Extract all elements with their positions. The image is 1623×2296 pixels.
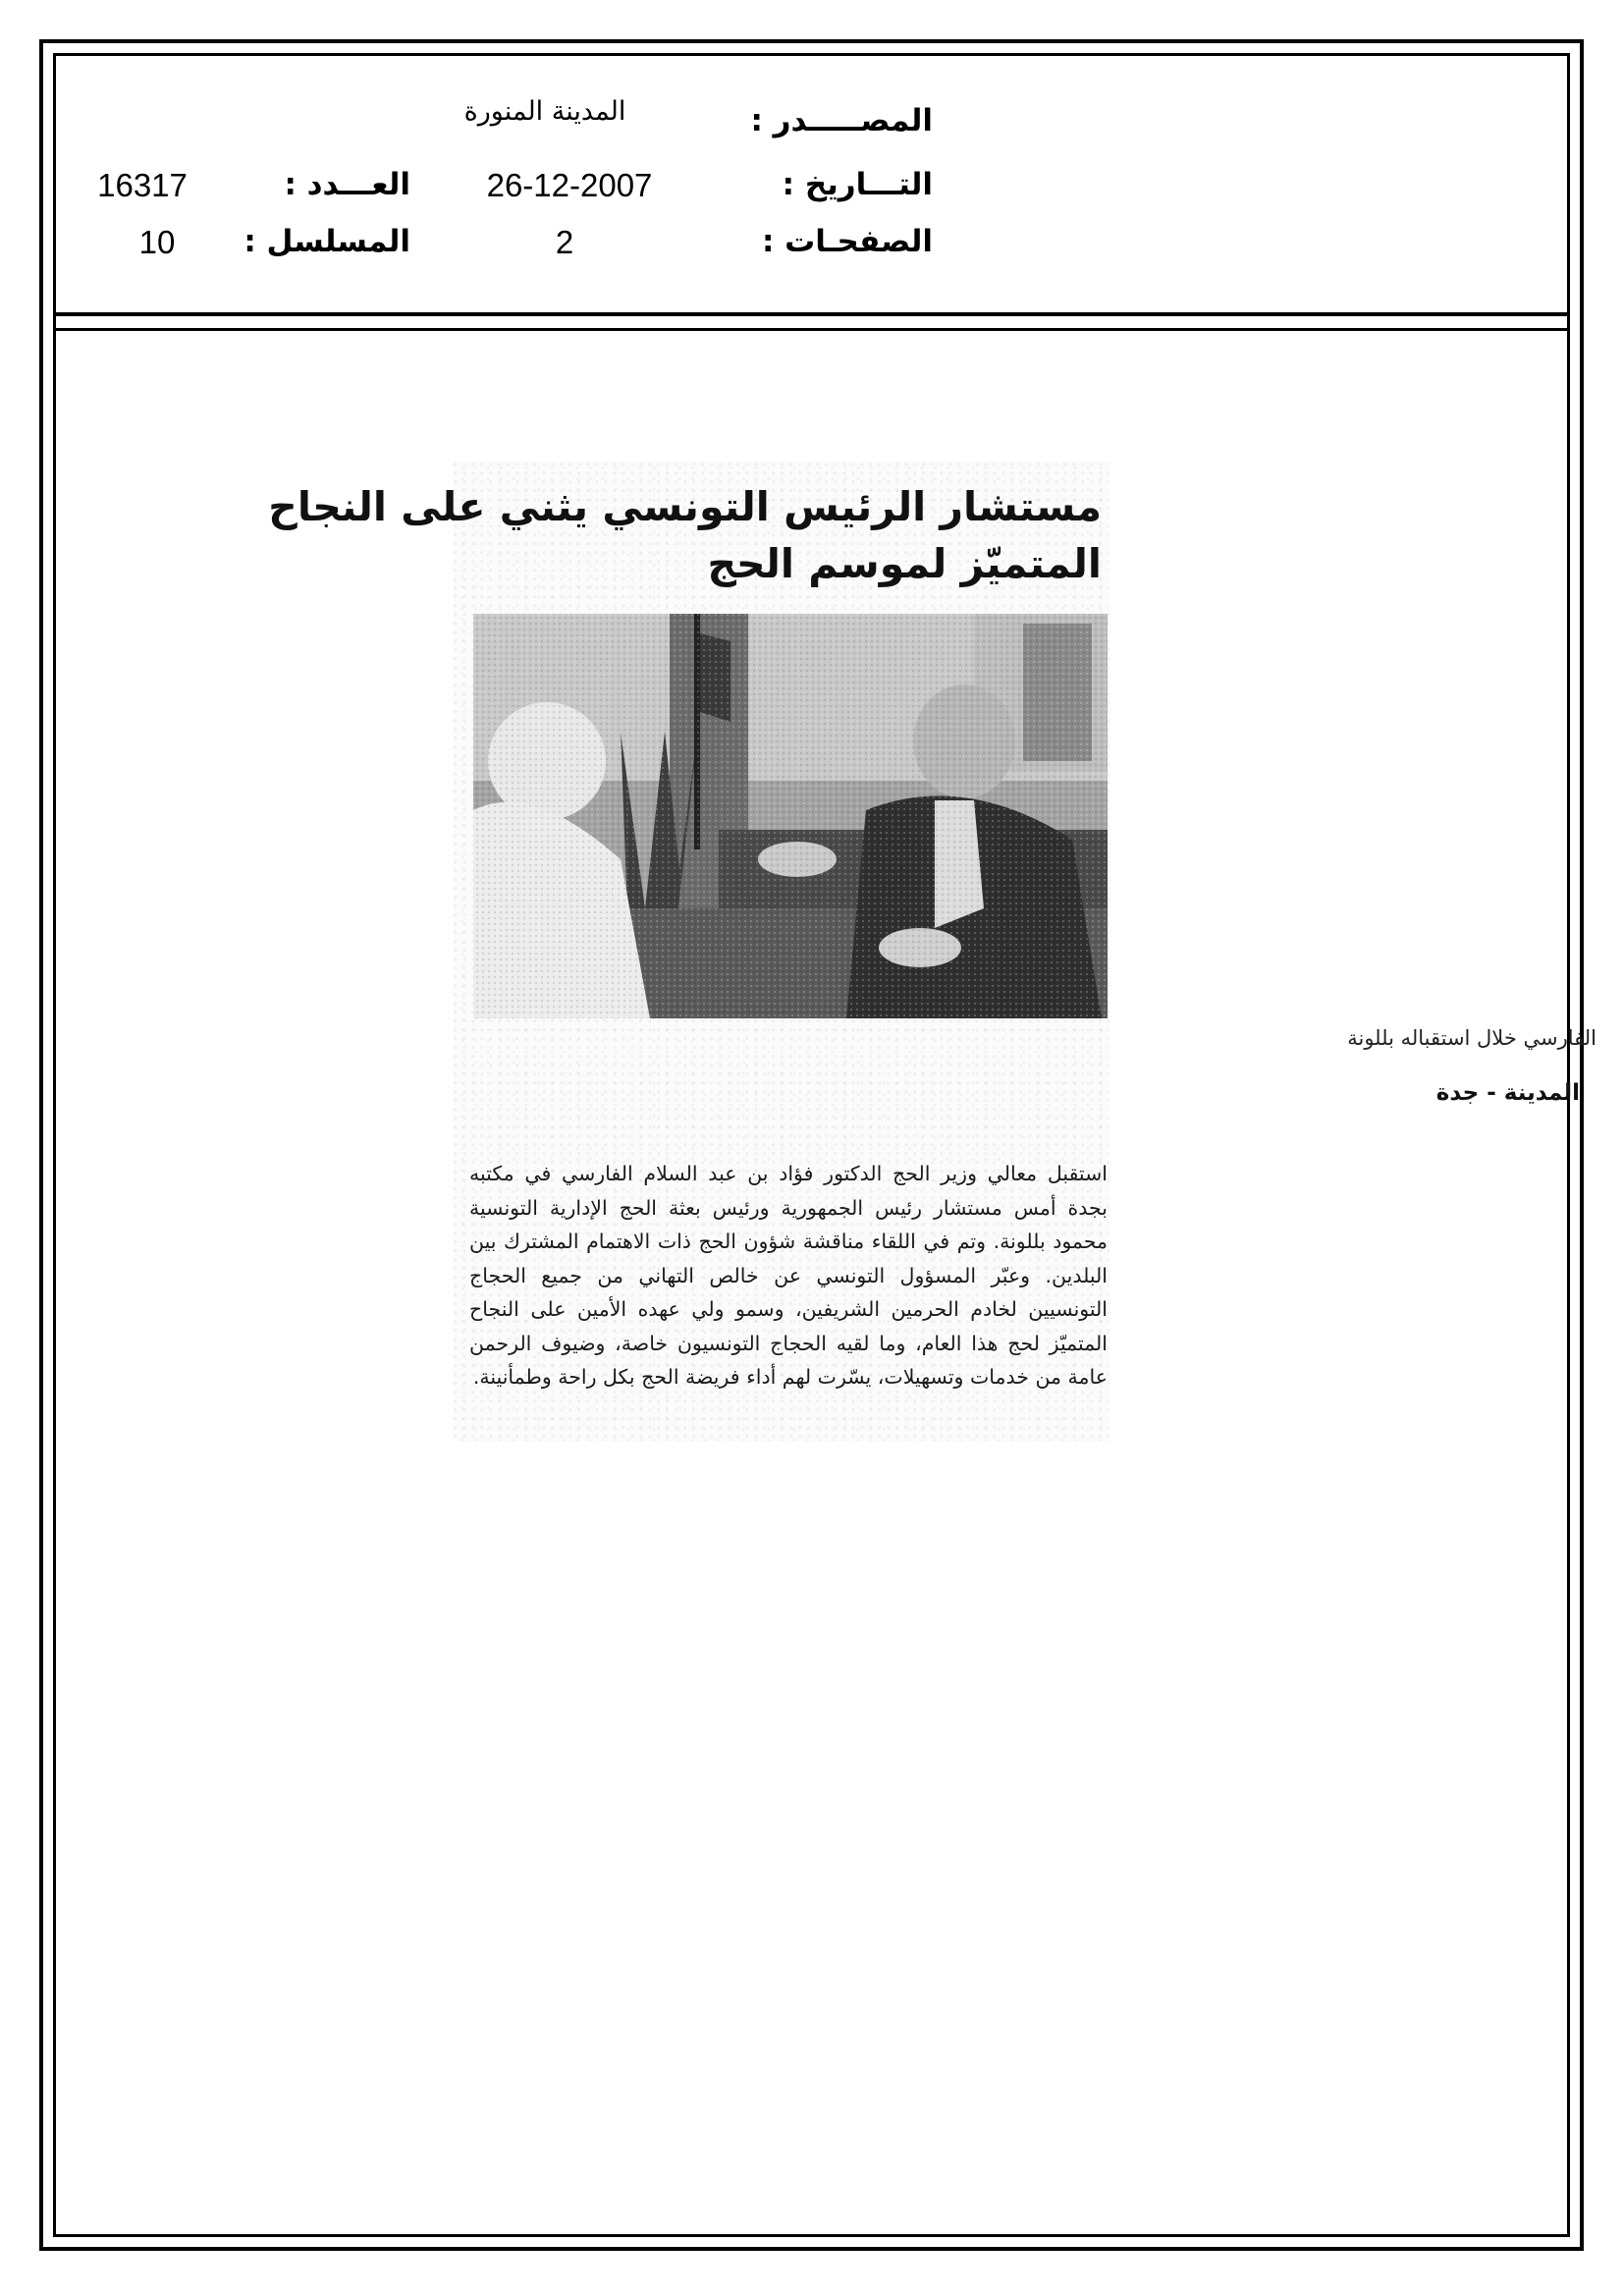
date-value: 26-12-2007 xyxy=(486,167,653,203)
serial-value: 10 xyxy=(138,224,176,260)
photo-caption: الفارسي خلال استقباله بللونة xyxy=(1347,1026,1596,1050)
photo-graphic xyxy=(473,614,1108,1018)
headline-line-2: المتميّز لموسم الحج xyxy=(707,540,1102,587)
issue-value: 16317 xyxy=(97,167,188,203)
serial-label: المسلسل : xyxy=(243,224,410,259)
article-dateline: المدينة - جدة xyxy=(1435,1080,1580,1106)
source-value: المدينة المنورة xyxy=(463,96,626,127)
issue-label: العـــدد : xyxy=(284,167,410,202)
header-divider xyxy=(53,312,1570,316)
article-photo xyxy=(473,614,1108,1018)
article-body: استقبل معالي وزير الحج الدكتور فؤاد بن عبد السلام الفارسي في مكتبه بجدة أمس مستشار رئيس الجمهورية ورئيس بعثة الحج الإدارية التونسية محمود بللونة. وتم في اللقاء مناقشة شؤون الحج ذات الاهتمام المشترك بين البلدين. وعبّر المسؤول التونسي عن خالص التهاني من جميع الحجاج التونسيين لخادم الحرمين الشريفين، وسمو ولي عهده الأمين على النجاح المتميّز لحج هذا العام، وما لقيه الحجاج التونسيون خاصة، وضيوف الرحمن عامة من خدمات وتسهيلات، يسّرت لهم أداء فريضة الحج بكل راحة وطمأنينة. xyxy=(469,1162,1108,1389)
date-label: التـــاريخ : xyxy=(782,167,933,202)
pages-label: الصفحـات : xyxy=(761,224,933,259)
source-label: المصـــــدر : xyxy=(750,103,933,138)
headline-line-1: مستشار الرئيس التونسي يثني على النجاح xyxy=(268,483,1102,530)
header-divider-inner xyxy=(53,328,1570,331)
pages-value: 2 xyxy=(555,224,574,260)
